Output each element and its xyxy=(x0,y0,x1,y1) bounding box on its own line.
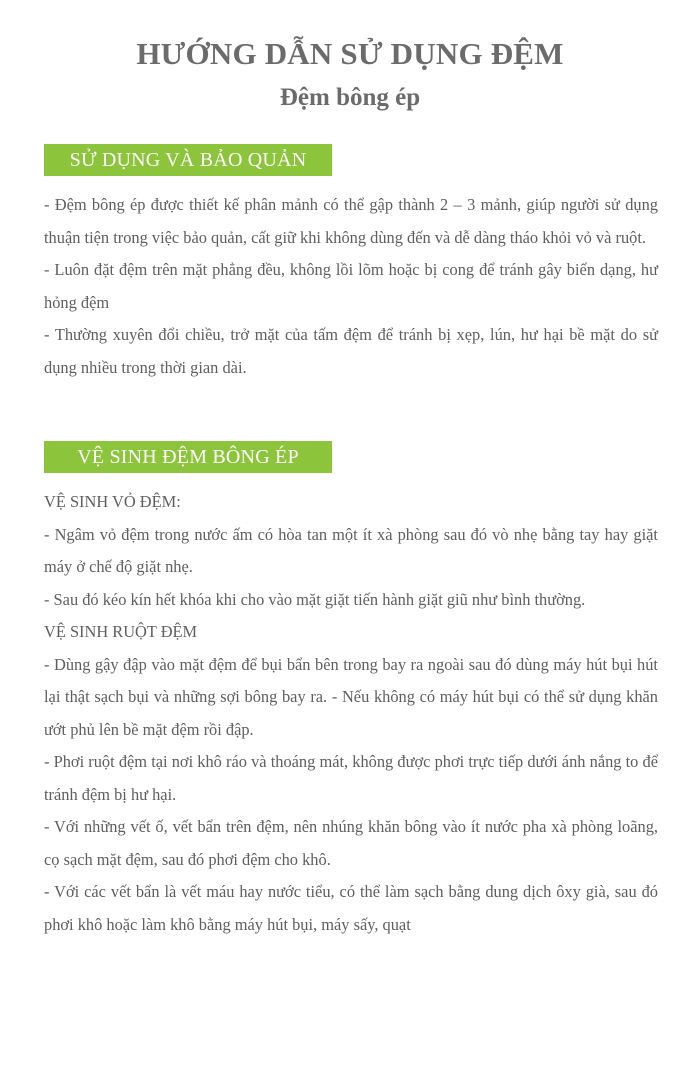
section-body-usage xyxy=(44,189,658,384)
paragraph: - Đệm bông ép được thiết kế phân mảnh có thể gập thành 2 – 3 mảnh, giúp người sử dụng thuận tiện trong việc bảo quản, cất giữ khi không dùng đến và dễ dàng tháo khỏi vỏ và ruột. xyxy=(44,195,658,247)
paragraph: - Sau đó kéo kín hết khóa khi cho vào mặt giặt tiến hành giặt giũ như bình thường. xyxy=(44,589,586,609)
page-subtitle: Đệm bông ép xyxy=(279,84,421,111)
paragraph: - Luôn đặt đệm trên mặt phẳng đều, không lồi lõm hoặc bị cong để tránh gây biến dạng, hư hỏng đệm xyxy=(44,260,658,312)
section-heading-usage: SỬ DỤNG VÀ BẢO QUẢN xyxy=(44,144,332,176)
paragraph: - Với những vết ố, vết bẩn trên đệm, nên nhúng khăn bông vào ít nước pha xà phòng loãng, cọ sạch mặt đệm, sau đó phơi đệm cho khô. xyxy=(44,817,658,869)
paragraph: - Dùng gậy đập vào mặt đệm để bụi bẩn bên trong bay ra ngoài sau đó dùng máy hút bụi hút lại thật sạch bụi và những sợi bông bay ra. - Nếu không có máy hút bụi có thể sử dụng khăn ướt phủ lên bề mặt đệm rồi đập. xyxy=(44,654,658,739)
page-title: HƯỚNG DẪN SỬ DỤNG ĐỆM xyxy=(136,36,564,71)
section-heading-cleaning: VỆ SINH ĐỆM BÔNG ÉP xyxy=(44,441,332,473)
subheading-core: VỆ SINH RUỘT ĐỆM xyxy=(44,622,198,641)
paragraph: - Thường xuyên đổi chiều, trở mặt của tấm đệm để tránh bị xẹp, lún, hư hại bề mặt do sử dụng nhiều trong thời gian dài. xyxy=(44,325,658,377)
section-body-cleaning xyxy=(44,486,658,941)
subheading-cover: VỆ SINH VỎ ĐỆM: xyxy=(44,492,181,511)
paragraph: - Phơi ruột đệm tại nơi khô ráo và thoáng mát, không được phơi trực tiếp dưới ánh nắng to để tránh đệm bị hư hại. xyxy=(44,752,658,804)
paragraph: - Với các vết bẩn là vết máu hay nước tiểu, có thể làm sạch bằng dung dịch ôxy già, sau đó phơi khô hoặc làm khô bằng máy hút bụi, máy sấy, quạt xyxy=(44,882,658,934)
paragraph: - Ngâm vỏ đệm trong nước ấm có hòa tan một ít xà phòng sau đó vò nhẹ bằng tay hay giặt máy ở chế độ giặt nhẹ. xyxy=(44,524,658,576)
